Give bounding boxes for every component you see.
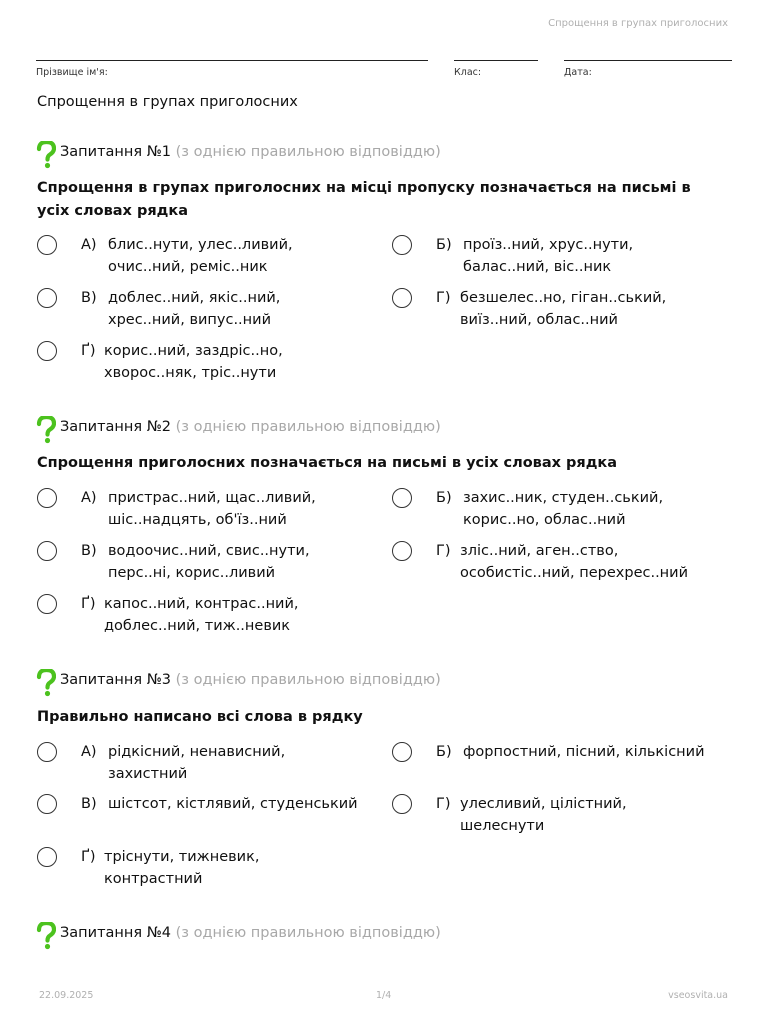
- date-line: [564, 60, 732, 61]
- option-line-1: безшелес..но, гіган..ський,: [460, 290, 667, 306]
- option-letter: Б): [436, 744, 452, 760]
- question-mark-icon: [36, 669, 56, 697]
- option-letter: Г): [436, 290, 451, 306]
- radio-icon[interactable]: [37, 235, 57, 255]
- radio-icon[interactable]: [37, 341, 57, 361]
- question-1-title: Запитання №1: [60, 144, 172, 160]
- subject-title: Спрощення в групах приголосних: [37, 94, 298, 110]
- radio-icon[interactable]: [37, 847, 57, 867]
- question-4-title: Запитання №4: [60, 925, 172, 941]
- option-line-2: доблес..ний, тиж..невик: [104, 618, 291, 634]
- option-line-2: виїз..ний, облас..ний: [460, 312, 618, 328]
- option-line-1: капос..ний, контрас..ний,: [104, 596, 299, 612]
- radio-icon[interactable]: [392, 742, 412, 762]
- radio-icon[interactable]: [392, 541, 412, 561]
- radio-icon[interactable]: [37, 594, 57, 614]
- footer-page-number: 1/4: [376, 990, 392, 1001]
- option-line-2: очис..ний, реміс..ник: [108, 259, 268, 275]
- radio-icon[interactable]: [392, 794, 412, 814]
- option-letter: Ґ): [81, 596, 96, 612]
- option-line-1: пристрас..ний, щас..ливий,: [108, 490, 316, 506]
- radio-icon[interactable]: [392, 488, 412, 508]
- question-3-text: Правильно написано всі слова в рядку: [37, 709, 363, 725]
- option-letter: Б): [436, 490, 452, 506]
- question-4-note: (з однією правильною відповіддю): [175, 925, 441, 941]
- option-letter: Б): [436, 237, 452, 253]
- footer-date: 22.09.2025: [39, 990, 94, 1001]
- option-line-2: балас..ний, віс..ник: [463, 259, 612, 275]
- option-line-1: форпостний, пісний, кількісний: [463, 744, 705, 760]
- option-line-1: тріснути, тижневик,: [104, 849, 260, 865]
- question-1-note: (з однією правильною відповіддю): [175, 144, 441, 160]
- option-line-2: захистний: [108, 766, 188, 782]
- option-letter: А): [81, 744, 97, 760]
- class-label: Клас:: [454, 67, 482, 78]
- option-line-2: хворос..няк, тріс..нути: [104, 365, 277, 381]
- option-line-2: хрес..ний, випус..ний: [108, 312, 271, 328]
- option-line-2: шелеснути: [460, 818, 545, 834]
- question-2-text: Спрощення приголосних позначається на письмі в усіх словах рядка: [37, 455, 618, 471]
- option-line-1: проїз..ний, хрус..нути,: [463, 237, 634, 253]
- question-2-note: (з однією правильною відповіддю): [175, 419, 441, 435]
- option-line-1: водоочис..ний, свис..нути,: [108, 543, 310, 559]
- option-line-1: шістсот, кістлявий, студенський: [108, 796, 358, 812]
- name-label: Прізвище ім'я:: [36, 67, 108, 78]
- option-line-1: блис..нути, улес..ливий,: [108, 237, 293, 253]
- radio-icon[interactable]: [392, 288, 412, 308]
- option-line-2: перс..ні, корис..ливий: [108, 565, 276, 581]
- option-line-1: зліс..ний, аген..ство,: [460, 543, 619, 559]
- radio-icon[interactable]: [37, 794, 57, 814]
- question-2-title: Запитання №2: [60, 419, 172, 435]
- radio-icon[interactable]: [37, 288, 57, 308]
- option-line-2: шіс..надцять, об'їз..ний: [108, 512, 287, 528]
- running-header-title: Спрощення в групах приголосних: [548, 18, 728, 29]
- option-line-1: рідкісний, ненависний,: [108, 744, 286, 760]
- option-letter: А): [81, 237, 97, 253]
- option-line-1: доблес..ний, якіс..ний,: [108, 290, 281, 306]
- question-3-title: Запитання №3: [60, 672, 172, 688]
- radio-icon[interactable]: [37, 742, 57, 762]
- footer-site-link[interactable]: vseosvita.ua: [668, 990, 728, 1001]
- option-letter: Г): [436, 543, 451, 559]
- question-mark-icon: [36, 141, 56, 169]
- name-line: [36, 60, 428, 61]
- option-letter: Ґ): [81, 849, 96, 865]
- option-letter: В): [81, 796, 97, 812]
- question-1-text: Спрощення в групах приголосних на місці пропуску позначається на письмі в усіх словах рядка: [37, 180, 691, 219]
- class-line: [454, 60, 538, 61]
- option-line-2: особистіс..ний, перехрес..ний: [460, 565, 689, 581]
- radio-icon[interactable]: [37, 541, 57, 561]
- question-mark-icon: [36, 416, 56, 444]
- option-line-2: корис..но, облас..ний: [463, 512, 626, 528]
- option-line-1: корис..ний, заздріс..но,: [104, 343, 283, 359]
- option-line-2: контрастний: [104, 871, 203, 887]
- question-mark-icon: [36, 922, 56, 950]
- option-letter: А): [81, 490, 97, 506]
- question-3-note: (з однією правильною відповіддю): [175, 672, 441, 688]
- option-letter: В): [81, 543, 97, 559]
- option-line-1: захис..ник, студен..ський,: [463, 490, 664, 506]
- option-letter: В): [81, 290, 97, 306]
- radio-icon[interactable]: [392, 235, 412, 255]
- date-label: Дата:: [564, 67, 592, 78]
- option-line-1: улесливий, цілістний,: [460, 796, 627, 812]
- radio-icon[interactable]: [37, 488, 57, 508]
- option-letter: Г): [436, 796, 451, 812]
- option-letter: Ґ): [81, 343, 96, 359]
